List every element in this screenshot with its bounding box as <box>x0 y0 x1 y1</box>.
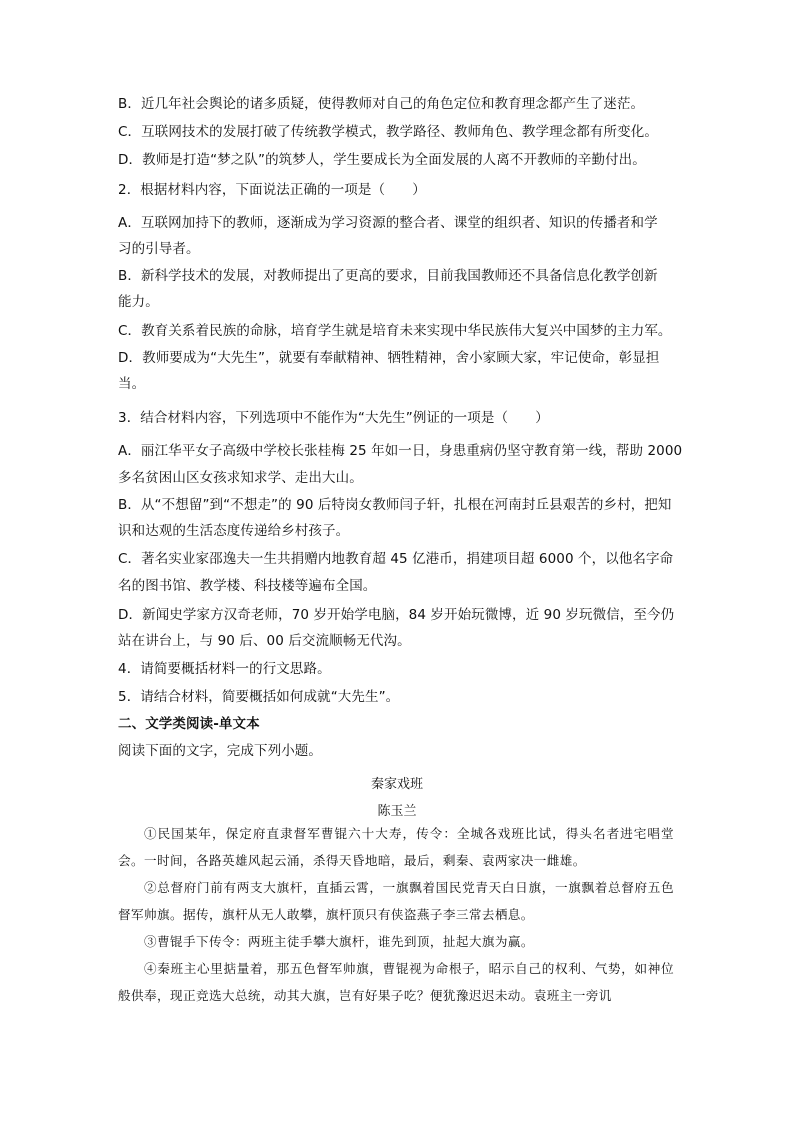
story-paragraph-3: ③曹锟手下传令：两班主徒手攀大旗杆，谁先到顶，扯起大旗为赢。 <box>144 934 534 949</box>
section-heading: 二、文学类阅读-单文本 <box>118 716 260 732</box>
question-2: 2．根据材料内容，下面说法正确的一项是（ ） <box>118 182 426 198</box>
option-b-line: B．近几年社会舆论的诸多质疑，使得教师对自己的角色定位和教育理念都产生了迷茫。 <box>118 96 645 112</box>
q2-option-d-line2: 当。 <box>118 376 146 392</box>
question-4: 4．请简要概括材料一的行文思路。 <box>118 661 331 677</box>
story-author: 陈玉兰 <box>377 804 417 819</box>
q3-option-d-line1: D．新闻史学家方汉奇老师，70 岁开始学电脑，84 岁开始玩微博，近 90 岁玩微信，至今仍 <box>118 607 675 623</box>
question-3: 3．结合材料内容，下列选项中不能作为“大先生”例证的一项是（ ） <box>118 410 549 426</box>
q3-option-d-line2: 站在讲台上，与 90 后、00 后交流顺畅无代沟。 <box>118 633 411 649</box>
question-5: 5．请结合材料，简要概括如何成就“大先生”。 <box>118 689 400 705</box>
q2-option-c-line: C．教育关系着民族的命脉，培育学生就是培育未来实现中华民族伟大复兴中国梦的主力军。 <box>118 323 672 339</box>
q3-option-b-line2: 识和达观的生活态度传递给乡村孩子。 <box>118 523 350 539</box>
story-paragraph-1: ①民国某年，保定府直隶督军曹锟六十大寿，传令：全城各戏班比试，得头名者进宅唱堂会。一时间，各路英雄风起云涌，杀得天昏地暗，最后，剩秦、袁两家决一雌雄。 <box>118 826 674 868</box>
q3-option-c-line2: 名的图书馆、教学楼、科技楼等遍布全国。 <box>118 578 377 594</box>
reading-instruction: 阅读下面的文字，完成下列小题。 <box>118 743 322 759</box>
q3-option-c-line1: C．著名实业家邵逸夫一生共捐赠内地教育超 45 亿港币，捐建项目超 6000 个，以他名字命 <box>118 551 674 567</box>
q2-option-d-line1: D．教师要成为“大先生”，就要有奉献精神、牺牲精神，舍小家顾大家，牢记使命，彰显担 <box>118 350 660 366</box>
story-paragraph-2: ②总督府门前有两支大旗杆，直插云霄，一旗飘着国民党青天白日旗，一旗飘着总督府五色督军帅旗。据传，旗杆从无人敢攀，旗杆顶只有侠盗燕子李三常去栖息。 <box>118 880 674 922</box>
q2-option-b-line1: B．新科学技术的发展，对教师提出了更高的要求，目前我国教师还不具备信息化教学创新 <box>118 268 658 284</box>
q2-option-a-line2: 习的引导者。 <box>118 241 200 257</box>
story-paragraph-4: ④秦班主心里掂量着，那五色督军帅旗，曹锟视为命根子，昭示自己的权利、气势，如神位般供奉，现正竞选大总统，动其大旗，岂有好果子吃？便犹豫迟迟未动。袁班主一旁讥 <box>118 961 674 1003</box>
option-c-line: C．互联网技术的发展打破了传统教学模式，教学路径、教师角色、教学理念都有所变化。 <box>118 124 658 140</box>
q3-option-a-line1: A．丽江华平女子高级中学校长张桂梅 25 年如一日，身患重病仍坚守教育第一线，帮助 2000 <box>118 443 683 459</box>
q2-option-b-line2: 能力。 <box>118 294 159 310</box>
q2-option-a-line1: A．互联网加持下的教师，逐渐成为学习资源的整合者、课堂的组织者、知识的传播者和学 <box>118 215 658 231</box>
q3-option-a-line2: 多名贫困山区女孩求知求学、走出大山。 <box>118 470 363 486</box>
story-title: 秦家戏班 <box>370 777 423 792</box>
q3-option-b-line1: B．从“不想留”到“不想走”的 90 后特岗女教师闫子轩，扎根在河南封丘县艰苦的乡村，把知 <box>118 497 672 513</box>
option-d-line: D．教师是打造“梦之队”的筑梦人，学生要成长为全面发展的人离不开教师的辛勤付出。 <box>118 152 646 168</box>
